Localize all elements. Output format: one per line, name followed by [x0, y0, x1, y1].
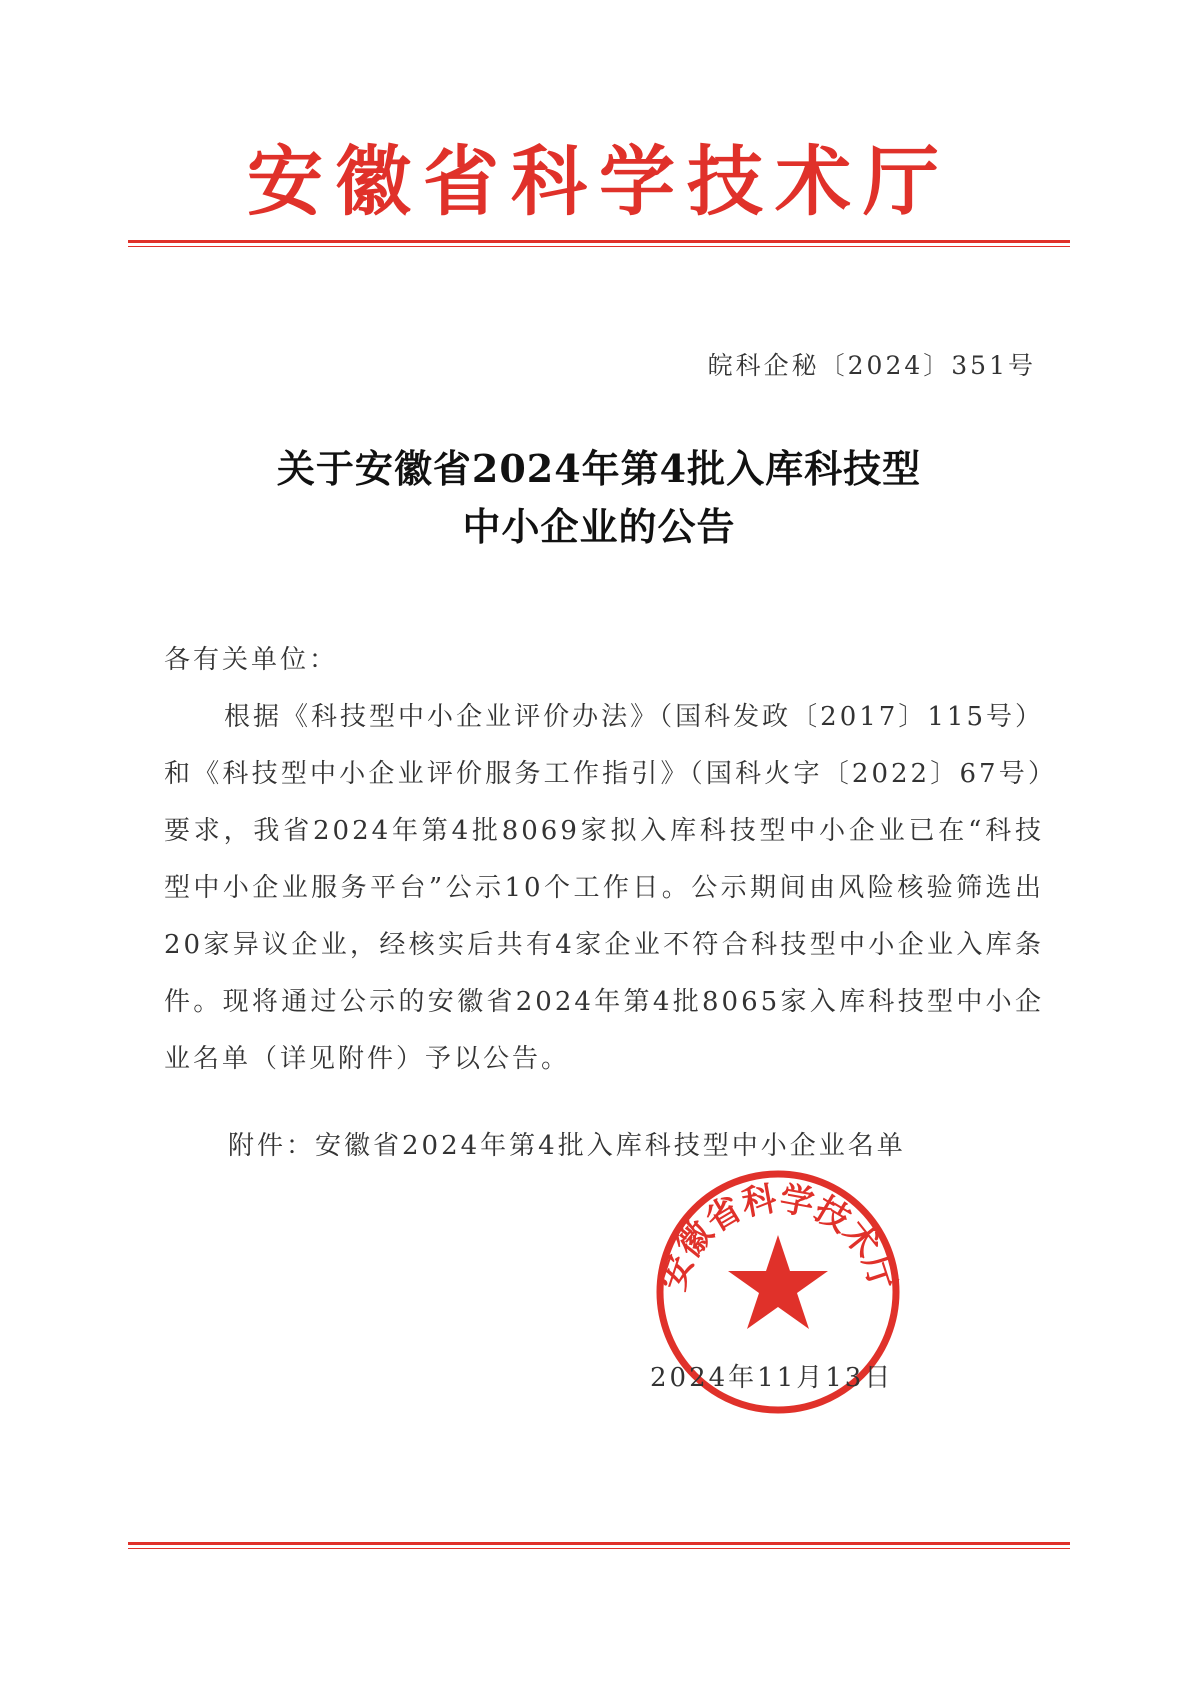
title-line-2: 中小企业的公告 [462, 504, 736, 549]
attachment-note: 附件：安徽省2024年第4批入库科技型中小企业名单 [228, 1131, 906, 1161]
issue-date: 2024年11月13日 [650, 1363, 894, 1393]
document-number: 皖科企秘〔2024〕351号 [707, 351, 1036, 380]
masthead-title: 安徽省科学技术厅 [247, 137, 951, 226]
body-paragraph: 根据《科技型中小企业评价办法》（国科发政〔2017〕115号）和《科技型中小企业评价服务工作指引》（国科火字〔2022〕67号）要求，我省2024年第4批8069家拟入库科技型中小企业已在“科技型中小企业服务平台”公示10个工作日。公示期间由风险核验筛选出20家异议企业，经核实后共有4家企业不符合科技型中小企业入库条件。现将通过公示的安徽省2024年第4批8065家入库科技型中小企业名单（详见附件）予以公告。 [164, 702, 1044, 1074]
salutation: 各有关单位： [164, 645, 339, 675]
masthead-rule [128, 240, 1070, 247]
title-line-1: 关于安徽省2024年第4批入库科技型 [276, 446, 922, 491]
svg-text:安徽省科学技术厅: 安徽省科学技术厅 [653, 1178, 903, 1296]
document-body [164, 632, 1044, 1088]
document-title [128, 440, 1070, 556]
seal-star-icon [728, 1235, 828, 1329]
footer-rule [128, 1542, 1070, 1549]
